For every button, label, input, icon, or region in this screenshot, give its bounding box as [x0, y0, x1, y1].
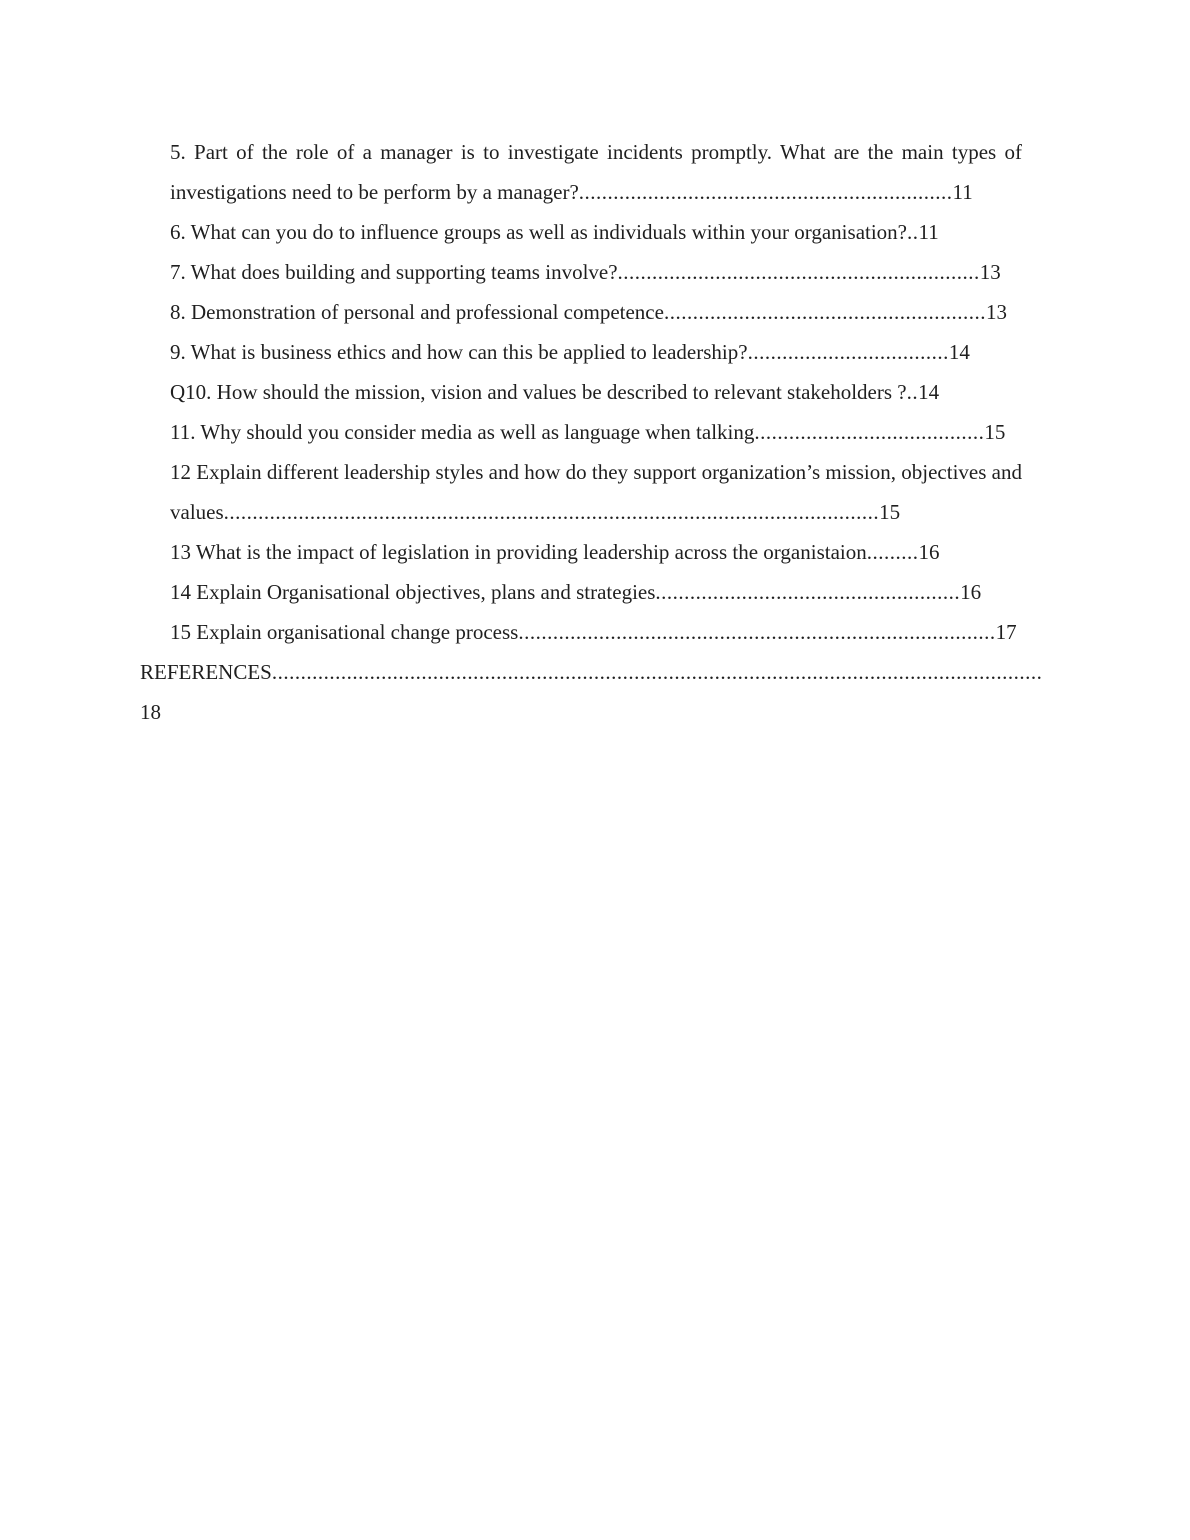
toc-entry	[170, 612, 1022, 652]
toc-leader-dots: .........	[866, 540, 919, 564]
toc-entry-text: 12 Explain different leadership styles and how do they support organization’s mission, objectives and values	[170, 460, 1022, 524]
toc-entry	[170, 452, 1022, 532]
toc-page-number: 13	[979, 260, 1001, 284]
toc-entry-text: 8. Demonstration of personal and professional competence	[170, 300, 664, 324]
toc-page-number: 17	[995, 620, 1017, 644]
toc-page-number: 15	[879, 500, 901, 524]
toc-entry	[170, 372, 1022, 412]
toc-leader-dots: ..................................................................................................................	[223, 500, 880, 524]
toc-page-number: 14	[918, 380, 940, 404]
toc-leader-dots: ..	[906, 380, 919, 404]
toc-leader-dots: ...................................................................................	[518, 620, 996, 644]
toc-leader-dots: .................................................................	[578, 180, 953, 204]
toc-entry-text: 6. What can you do to influence groups as well as individuals within your organisation?	[170, 220, 907, 244]
toc-leader-dots: ........................................	[754, 420, 985, 444]
toc-leader-dots: ...................................	[747, 340, 949, 364]
toc-entry-text: 13 What is the impact of legislation in providing leadership across the organistaion	[170, 540, 867, 564]
toc-page-number: 16	[960, 580, 982, 604]
toc-page-number: 13	[985, 300, 1007, 324]
toc-entry	[170, 412, 1022, 452]
toc-page-number: 14	[948, 340, 970, 364]
toc-entry-text: REFERENCES	[140, 660, 272, 684]
toc-leader-dots: ..	[907, 220, 919, 244]
toc-leader-dots: .....................................................	[655, 580, 961, 604]
toc-entry	[170, 132, 1022, 212]
toc-page-number: 11	[918, 220, 939, 244]
toc-entry-text: Q10. How should the mission, vision and values be described to relevant stakeholders ?	[170, 380, 907, 404]
toc-leader-dots: ......................................................................................................................................	[271, 660, 1043, 684]
toc-entry	[170, 292, 1022, 332]
toc-leader-dots: ...............................................................	[617, 260, 980, 284]
toc-leader-dots: ........................................................	[663, 300, 986, 324]
toc-page-number: 15	[984, 420, 1006, 444]
toc-page-number: 16	[918, 540, 940, 564]
toc-entry	[170, 212, 1022, 252]
toc-entry-text: 15 Explain organisational change process	[170, 620, 519, 644]
toc-entry-text: 9. What is business ethics and how can this be applied to leadership?	[170, 340, 748, 364]
toc-entry	[170, 332, 1022, 372]
toc-entry-text: 7. What does building and supporting teams involve?	[170, 260, 618, 284]
toc-entry-text: 5. Part of the role of a manager is to investigate incidents promptly. What are the main types of investigations need to be perform by a manager?	[170, 140, 1022, 204]
toc-entry-text: 11. Why should you consider media as well as language when talking	[170, 420, 755, 444]
toc-entry-references	[140, 652, 1050, 732]
toc-page-number: 11	[952, 180, 973, 204]
toc-entry-text: 14 Explain Organisational objectives, plans and strategies	[170, 580, 656, 604]
toc-page-number: 18	[140, 700, 161, 724]
toc-entry	[170, 252, 1022, 292]
toc-entry	[170, 572, 1022, 612]
toc-entry	[170, 532, 1022, 572]
